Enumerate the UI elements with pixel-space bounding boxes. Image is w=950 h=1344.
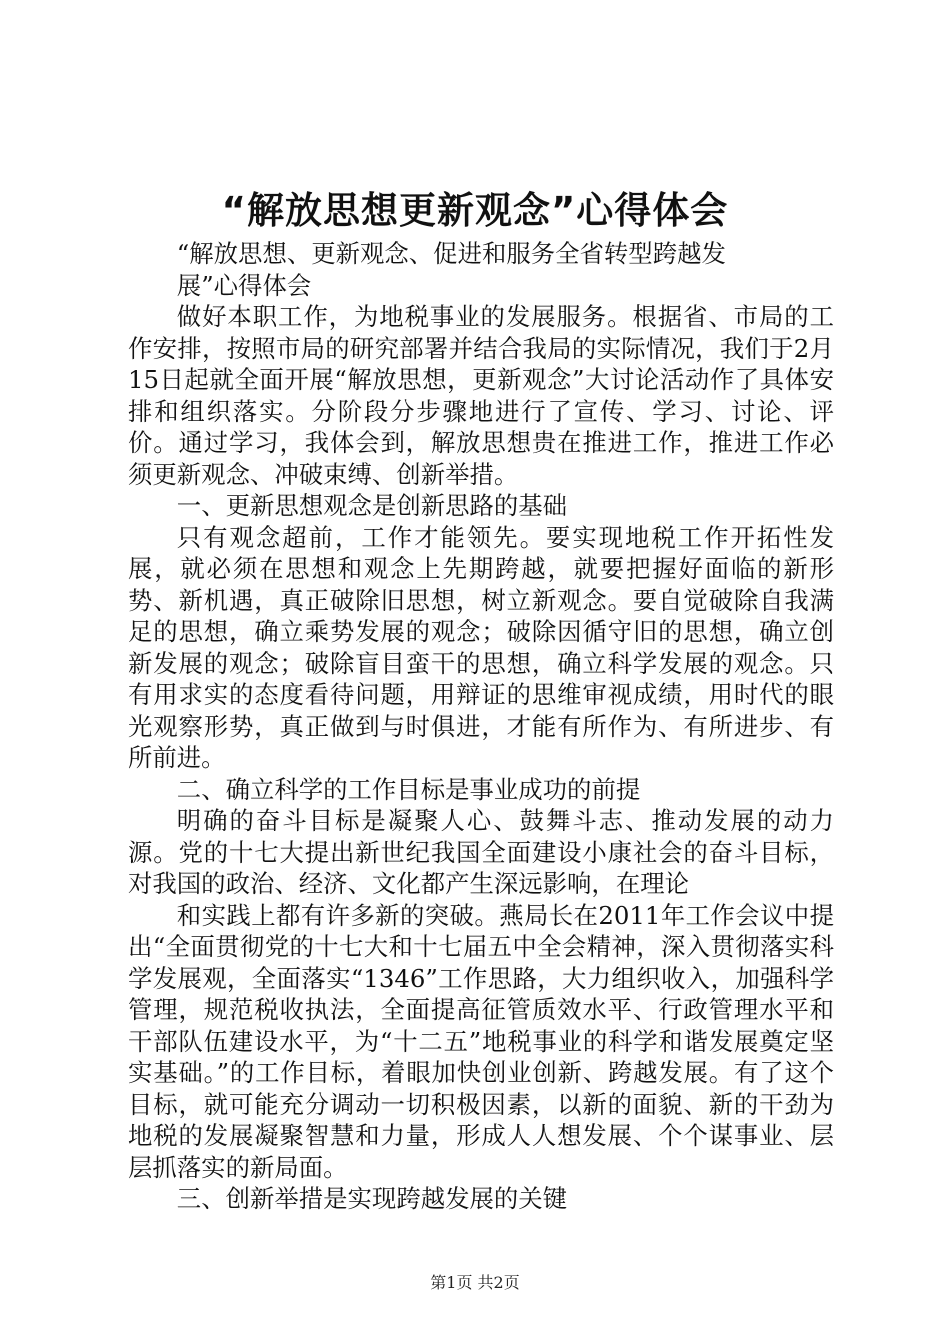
paragraph-section-1: 只有观念超前，工作才能领先。要实现地税工作开拓性发展，就必须在思想和观念上先期跨越，就要把握好面临的新形势、新机遇，真正破除旧思想，树立新观念。要自觉破除自我满足的思想，确立乘势发展的观念；破除因循守旧的思想，确立创新发展的观念；破除盲目蛮干的思想，确立科学发展的观念。只有用求实的态度看待问题，用辩证的思维审视成绩，用时代的眼光观察形势，真正做到与时俱进，才能有所作为、有所进步、有所前进。 bbox=[128, 522, 834, 772]
document-body bbox=[128, 238, 834, 1215]
section-heading-2: 二、确立科学的工作目标是事业成功的前提 bbox=[176, 774, 641, 804]
document-title: “解放思想更新观念”心得体会 bbox=[221, 189, 729, 232]
page-number-footer: 第1页 共2页 bbox=[430, 1273, 520, 1292]
section-heading-1: 一、更新思想观念是创新思路的基础 bbox=[176, 491, 568, 520]
document-subtitle: “解放思想、更新观念、促进和服务全省转型跨越发展”心得体会 bbox=[176, 239, 726, 300]
section-heading-3: 三、创新举措是实现跨越发展的关键 bbox=[176, 1184, 568, 1213]
paragraph-section-2b: 和实践上都有许多新的突破。燕局长在2011年工作会议中提出“全面贯彻党的十七大和十七届五中全会精神，深入贯彻落实科学发展观，全面落实“1346”工作思路，大力组织收入，加强科学管理，规范税收执法，全面提高征管质效水平、行政管理水平和干部队伍建设水平，为“十二五”地税事业的科学和谐发展奠定坚实基础。”的工作目标，着眼加快创业创新、跨越发展。有了这个目标，就可能充分调动一切积极因素，以新的面貌、新的干劲为地税的发展凝聚智慧和力量，形成人人想发展、个个谋事业、层层抓落实的新局面。 bbox=[128, 900, 834, 1182]
paragraph-intro: 做好本职工作，为地税事业的发展服务。根据省、市局的工作安排，按照市局的研究部署并结合我局的实际情况，我们于2月15日起就全面开展“解放思想，更新观念”大讨论活动作了具体安排和组织落实。分阶段分步骤地进行了宣传、学习、讨论、评价。通过学习，我体会到，解放思想贵在推进工作，推进工作必须更新观念、冲破束缚、创新举措。 bbox=[128, 302, 834, 489]
paragraph-section-2a: 明确的奋斗目标是凝聚人心、鼓舞斗志、推动发展的动力源。党的十七大提出新世纪我国全面建设小康社会的奋斗目标，对我国的政治、经济、文化都产生深远影响，在理论 bbox=[128, 806, 834, 898]
